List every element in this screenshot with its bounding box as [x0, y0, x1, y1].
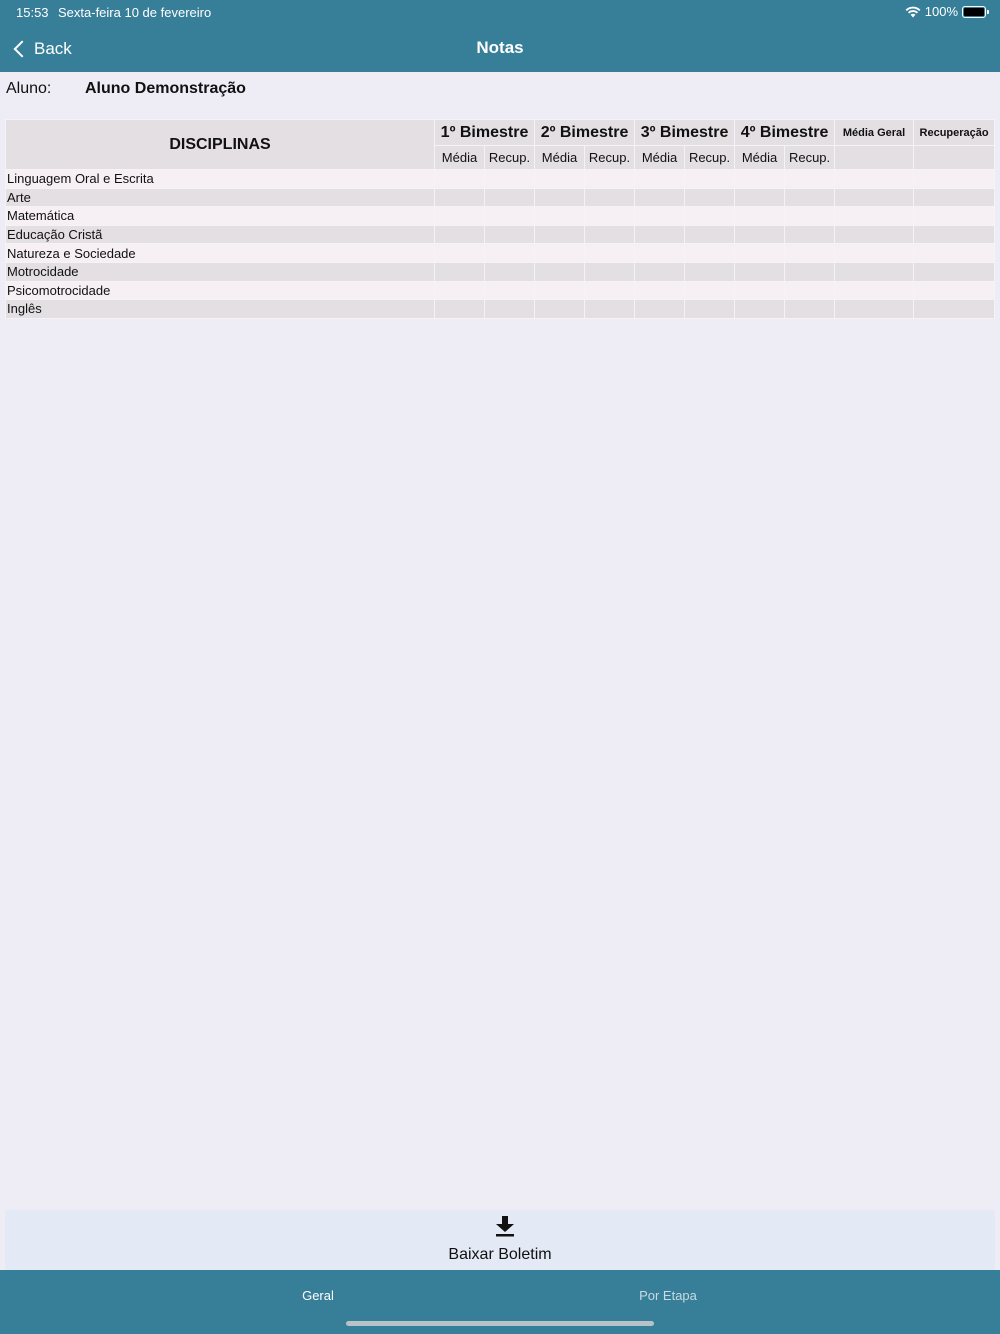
grade-cell: [785, 188, 835, 207]
grade-cell: [735, 225, 785, 244]
grade-cell: [435, 225, 485, 244]
disciplines-header: DISCIPLINAS: [6, 120, 435, 170]
grade-cell: [635, 225, 685, 244]
grade-cell: [735, 262, 785, 281]
grade-cell: [485, 262, 535, 281]
recuperacao-header: Recuperação: [914, 120, 995, 146]
grade-cell: [685, 300, 735, 319]
grade-cell: [485, 170, 535, 189]
grade-cell: [585, 281, 635, 300]
grade-cell: [685, 207, 735, 226]
grade-cell: [685, 281, 735, 300]
grade-cell: [435, 262, 485, 281]
grade-cell: [635, 281, 685, 300]
grade-cell: [835, 207, 914, 226]
grade-cell: [914, 281, 995, 300]
period-header-1: 1º Bimestre: [435, 120, 535, 146]
grade-cell: [785, 225, 835, 244]
grade-cell: [585, 300, 635, 319]
recup-subheader: Recup.: [585, 146, 635, 170]
period-header-2: 2º Bimestre: [535, 120, 635, 146]
grade-cell: [835, 225, 914, 244]
student-label: Aluno:: [6, 80, 52, 97]
grade-cell: [785, 281, 835, 300]
table-row: [6, 170, 995, 189]
grade-cell: [635, 207, 685, 226]
table-row: [6, 188, 995, 207]
grade-cell: [835, 188, 914, 207]
grade-cell: [485, 281, 535, 300]
subject-name: Natureza e Sociedade: [6, 244, 435, 263]
wifi-icon: [905, 6, 921, 18]
grade-cell: [635, 300, 685, 319]
grade-cell: [535, 262, 585, 281]
battery-percent: 100%: [924, 4, 958, 19]
media-geral-subheader: [835, 146, 914, 170]
grade-cell: [914, 188, 995, 207]
grade-cell: [535, 244, 585, 263]
tab-por-etapa[interactable]: Por Etapa: [639, 1288, 697, 1303]
download-icon: [495, 1215, 515, 1237]
grade-cell: [735, 281, 785, 300]
download-report-button[interactable]: [5, 1210, 995, 1270]
grade-cell: [535, 225, 585, 244]
tab-bar: [0, 1270, 1000, 1334]
grade-cell: [835, 262, 914, 281]
recuperacao-subheader: [914, 146, 995, 170]
grade-cell: [735, 170, 785, 189]
student-name: Aluno Demonstração: [85, 80, 246, 97]
subject-name: Inglês: [6, 300, 435, 319]
subject-name: Educação Cristã: [6, 225, 435, 244]
grade-cell: [914, 170, 995, 189]
grade-cell: [535, 281, 585, 300]
grade-cell: [685, 170, 735, 189]
table-row: [6, 207, 995, 226]
grade-cell: [735, 207, 785, 226]
table-row: [6, 281, 995, 300]
grade-cell: [485, 207, 535, 226]
subject-name: Linguagem Oral e Escrita: [6, 170, 435, 189]
subject-name: Matemática: [6, 207, 435, 226]
grade-cell: [535, 300, 585, 319]
grade-cell: [835, 300, 914, 319]
media-subheader: Média: [735, 146, 785, 170]
grade-cell: [835, 281, 914, 300]
table-row: [6, 262, 995, 281]
grade-cell: [635, 188, 685, 207]
grade-cell: [685, 244, 735, 263]
grade-cell: [835, 170, 914, 189]
recup-subheader: Recup.: [785, 146, 835, 170]
table-row: [6, 244, 995, 263]
subject-name: Psicomotrocidade: [6, 281, 435, 300]
tab-geral[interactable]: Geral: [302, 1288, 334, 1303]
home-indicator: [346, 1321, 654, 1326]
grade-cell: [435, 300, 485, 319]
grade-cell: [585, 188, 635, 207]
battery-icon: [962, 6, 986, 18]
grade-cell: [785, 207, 835, 226]
media-subheader: Média: [535, 146, 585, 170]
grade-cell: [914, 244, 995, 263]
grade-cell: [735, 188, 785, 207]
grade-cell: [535, 170, 585, 189]
period-header-4: 4º Bimestre: [735, 120, 835, 146]
grade-cell: [435, 170, 485, 189]
subject-name: Motrocidade: [6, 262, 435, 281]
subject-name: Arte: [6, 188, 435, 207]
grade-cell: [835, 244, 914, 263]
grade-cell: [785, 262, 835, 281]
grade-cell: [435, 207, 485, 226]
status-indicators: [905, 4, 986, 19]
grade-cell: [685, 225, 735, 244]
grade-cell: [785, 244, 835, 263]
grade-cell: [435, 244, 485, 263]
grade-cell: [914, 300, 995, 319]
grade-cell: [785, 170, 835, 189]
navigation-bar: [0, 0, 1000, 72]
grade-cell: [914, 207, 995, 226]
status-date: Sexta-feira 10 de fevereiro: [58, 5, 212, 20]
download-label: Baixar Boletim: [448, 1246, 552, 1263]
grade-cell: [485, 300, 535, 319]
grade-cell: [535, 188, 585, 207]
grade-cell: [435, 188, 485, 207]
grade-cell: [635, 244, 685, 263]
grade-cell: [435, 281, 485, 300]
table-row: [6, 300, 995, 319]
media-subheader: Média: [635, 146, 685, 170]
grade-cell: [914, 225, 995, 244]
grade-cell: [785, 300, 835, 319]
grade-cell: [635, 262, 685, 281]
page-title: Notas: [476, 38, 524, 57]
grade-cell: [585, 225, 635, 244]
grades-table: [5, 119, 995, 319]
table-row: [6, 225, 995, 244]
grade-cell: [485, 225, 535, 244]
media-geral-header: Média Geral: [835, 120, 914, 146]
grade-cell: [735, 244, 785, 263]
grade-cell: [585, 262, 635, 281]
grade-cell: [535, 207, 585, 226]
grade-cell: [485, 244, 535, 263]
grade-cell: [685, 262, 735, 281]
back-label: Back: [34, 39, 72, 58]
grade-cell: [685, 188, 735, 207]
grade-cell: [735, 300, 785, 319]
grade-cell: [914, 262, 995, 281]
grade-cell: [585, 244, 635, 263]
period-header-3: 3º Bimestre: [635, 120, 735, 146]
grade-cell: [585, 170, 635, 189]
grade-cell: [635, 170, 685, 189]
grades-body: [6, 170, 995, 319]
recup-subheader: Recup.: [485, 146, 535, 170]
grade-cell: [585, 207, 635, 226]
status-time: 15:53: [16, 5, 49, 20]
grade-cell: [485, 188, 535, 207]
recup-subheader: Recup.: [685, 146, 735, 170]
media-subheader: Média: [435, 146, 485, 170]
